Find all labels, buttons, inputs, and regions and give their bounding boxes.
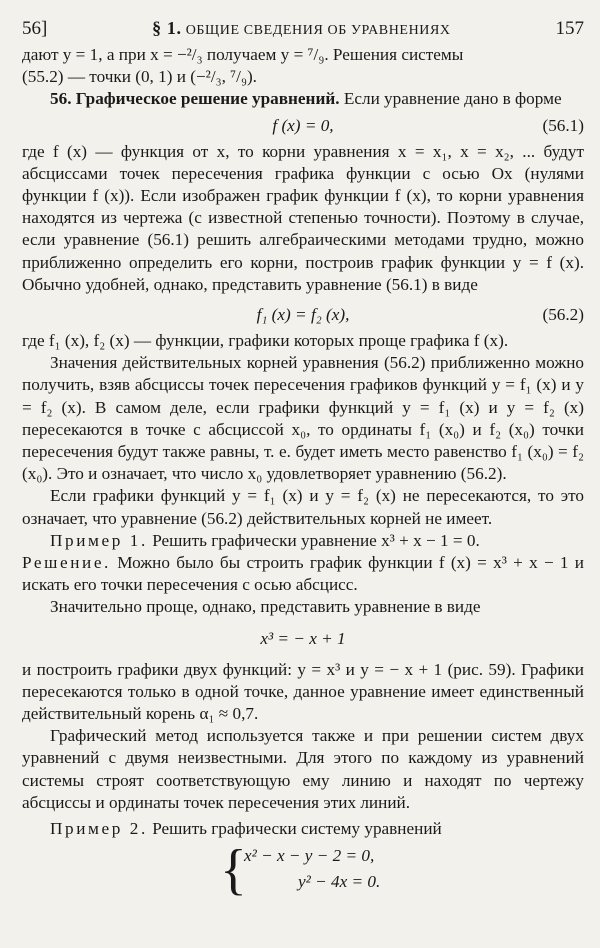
example-2 (22, 818, 584, 840)
equation-cubic-formula: x³ = − x + 1 (260, 628, 346, 648)
system-brace: { (220, 839, 247, 902)
page-number: 157 (555, 18, 584, 39)
section-56-lead: Если уравнение дано в форме (339, 89, 562, 109)
equation-system (22, 839, 584, 902)
example-2-label: Пример 2. (50, 819, 148, 839)
paragraph-systems: Графический метод используется также и при решении систем двух уравнений с двумя неизвестными. Для этого по каждому из уравнений системы строят соответствующую ему линию и находят по чертежу абсциссы и ординаты точек пересечения этих линий. (22, 726, 584, 812)
equation-56-1 (22, 111, 584, 141)
system-line-2: y² − 4x = 0. (298, 872, 381, 892)
system-line-1: x² − x − y − 2 = 0, (244, 846, 375, 866)
section-number: 56] (22, 18, 48, 39)
example-1-label: Пример 1. (50, 530, 148, 550)
page-header (22, 18, 584, 44)
equation-56-2-formula: f₁ (x) = f₂ (x), (256, 305, 350, 325)
paragraph-real-roots: Значения действительных корней уравнения (56.2) приближенно можно получить, взяв абсциссы точек пересечения графиков функций y = f₁ (x) и y = f₂ (x). В самом деле, если графики функций y = f₁ (x) и y = f₂ (x) пересекаются в точке с абсциссой x₀, то ординаты f₁ (x₀) и f₂ (x₀) точки пересечения будут также равны, т. е. будет иметь место равенство f₁ (x₀) = f₂ (x₀). Это и означает, что число x₀ удовлетворяет уравнению (56.2). (22, 353, 584, 484)
section-56-paragraph (22, 88, 584, 110)
example-2-text: Решить графически систему уравнений (147, 819, 442, 839)
section-title: ОБЩИЕ СВЕДЕНИЯ ОБ УРАВНЕНИЯХ (185, 23, 451, 38)
paragraph-roots: где f (x) — функция от x, то корни уравнения x = x₁, x = x₂, ... будут абсциссами точек пересечения графика функции с осью Ox (нулями функции f (x)). Если изображен график функции f (x), то корни уравнения находятся из чертежа (с известной степенью точности). Поэтому в случае, если уравнение (56.1) решить алгебраическими методами трудно, можно приближенно определить его корни, построив график функции y = f (x). Обычно удобней, однако, представить уравнение (56.1) в виде (22, 141, 584, 294)
paragraph-no-intersection: Если графики функций y = f₁ (x) и y = f₂ (x) не пересекаются, то это означает, что уравнение (56.2) действительных корней не имеет. (22, 486, 584, 528)
equation-56-1-formula: f (x) = 0, (272, 115, 334, 135)
solution-text: Можно было бы строить график функции f (x) = x³ + x − 1 и искать его точки пересечения с осью абсцисс. (22, 553, 584, 595)
section-56-heading: 56. Графическое решение уравнений. (50, 89, 340, 109)
solution-label: Решение. (22, 553, 111, 573)
example-1-paragraph: Значительно проще, однако, представить уравнение в виде (50, 597, 481, 617)
equation-56-2-number: (56.2) (542, 305, 584, 325)
intro-line-1: дают y = 1, а при x = −²/₃ получаем y = ⁷/₉. Решения системы (22, 45, 464, 64)
example-1 (22, 530, 584, 552)
section-symbol: § 1. (152, 18, 182, 38)
paragraph-functions: где f₁ (x), f₂ (x) — функции, графики которых проще графика f (x). (22, 331, 509, 351)
paragraph-graphs: и построить графики двух функций: y = x³ и y = − x + 1 (рис. 59). Графики пересекаются только в одной точке, данное уравнение имеет единственный действительный корень α₁ ≈ 0,7. (22, 659, 584, 724)
example-1-text: Решить графически уравнение x³ + x − 1 = 0. (147, 530, 480, 550)
intro-line-2: (55.2) — точки (0, 1) и (−²/₃, ⁷/₉). (22, 67, 257, 87)
equation-56-1-number: (56.1) (542, 115, 584, 135)
example-1-solution (22, 552, 584, 596)
running-title (152, 18, 450, 39)
book-page (22, 18, 584, 902)
equation-56-2 (22, 300, 584, 330)
equation-cubic (22, 619, 584, 659)
